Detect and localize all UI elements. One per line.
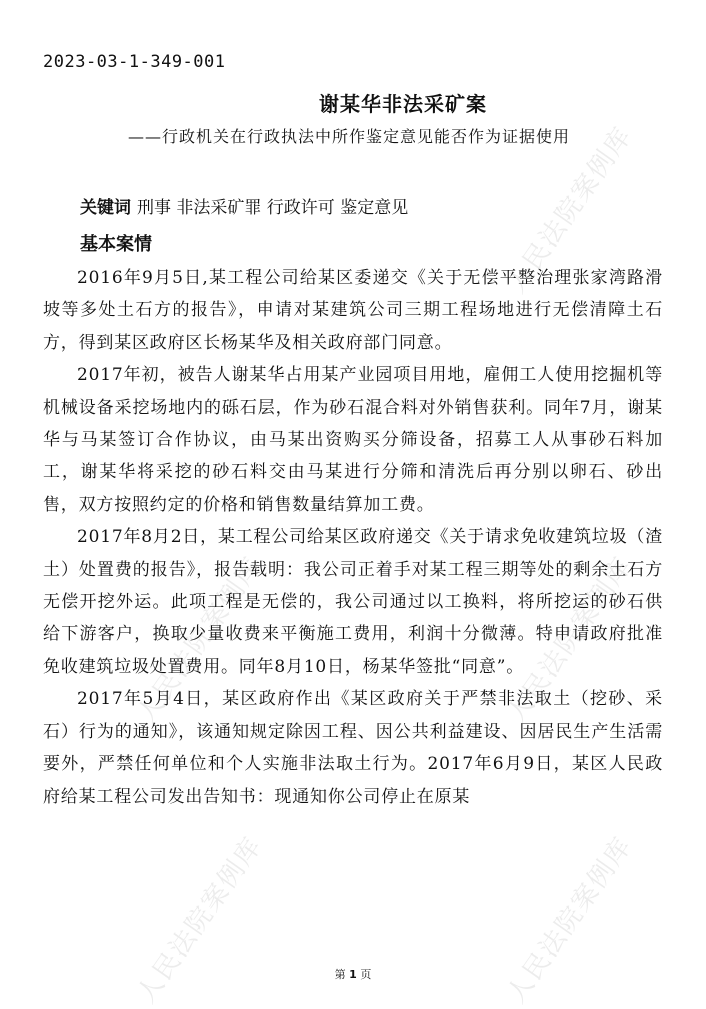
keywords-label: 关键词: [80, 198, 131, 218]
document-subtitle: ——行政机关在行政执法中所作鉴定意见能否作为证据使用: [128, 127, 571, 146]
page-footer: [0, 966, 706, 982]
watermark: 人民法院案例库: [501, 121, 639, 299]
section-heading: 基本案情: [80, 234, 152, 255]
page-prefix: 第: [334, 968, 346, 981]
paragraph: 2016年9月5日,某工程公司给某区委递交《关于无偿平整治理张家湾路滑坡等多处土石方的报告》，申请对某建筑公司三期工程场地进行无偿清障土石方，得到某区政府区长杨某华及相关政府部门同意。: [43, 268, 663, 353]
case-body: [43, 262, 663, 813]
document-title: 谢某华非法采矿案: [319, 92, 487, 116]
paragraph: 2017年初，被告人谢某华占用某产业园项目用地，雇佣工人使用挖掘机等机械设备采挖场地内的砾石层，作为砂石混合料对外销售获利。同年7月，谢某华与马某签订合作协议，由马某出资购买分筛设备，招募工人从事砂石料加工，谢某华将采挖的砂石料交由马某进行分筛和清洗后再分别以卵石、砂出售，双方按照约定的价格和销售数量结算加工费。: [43, 365, 663, 515]
case-number: 2023-03-1-349-001: [43, 52, 226, 72]
watermark: 人民法院案例库: [501, 831, 639, 1009]
paragraph: 2017年5月4日，某区政府作出《某区政府关于严禁非法取土（挖砂、采石）行为的通知》，该通知规定除因工程、因公共利益建设、因居民生产生活需要外，严禁任何单位和个人实施非法取土行为。2017年6月9日，某区人民政府给某工程公司发出告知书：现通知你公司停止在原某: [43, 689, 663, 807]
watermark: 人民法院案例库: [131, 551, 269, 729]
keywords-values: 刑事 非法采矿罪 行政许可 鉴定意见: [137, 198, 409, 218]
page-number: 1: [349, 968, 357, 981]
keywords-line: [80, 193, 408, 218]
watermark: 人民法院案例库: [131, 831, 269, 1009]
page-suffix: 页: [360, 968, 372, 981]
paragraph: 2017年8月2日，某工程公司给某区政府递交《关于请求免收建筑垃圾（渣土）处置费的报告》，报告载明：我公司正着手对某工程三期等处的剩余土石方无偿开挖外运。此项工程是无偿的，我公司通过以工换料，将所挖运的砂石供给下游客户，换取少量收费来平衡施工费用，利润十分微薄。特申请政府批准免收建筑垃圾处置费用。同年8月10日，杨某华签批“同意”。: [43, 527, 663, 677]
watermark: 人民法院案例库: [501, 551, 639, 729]
